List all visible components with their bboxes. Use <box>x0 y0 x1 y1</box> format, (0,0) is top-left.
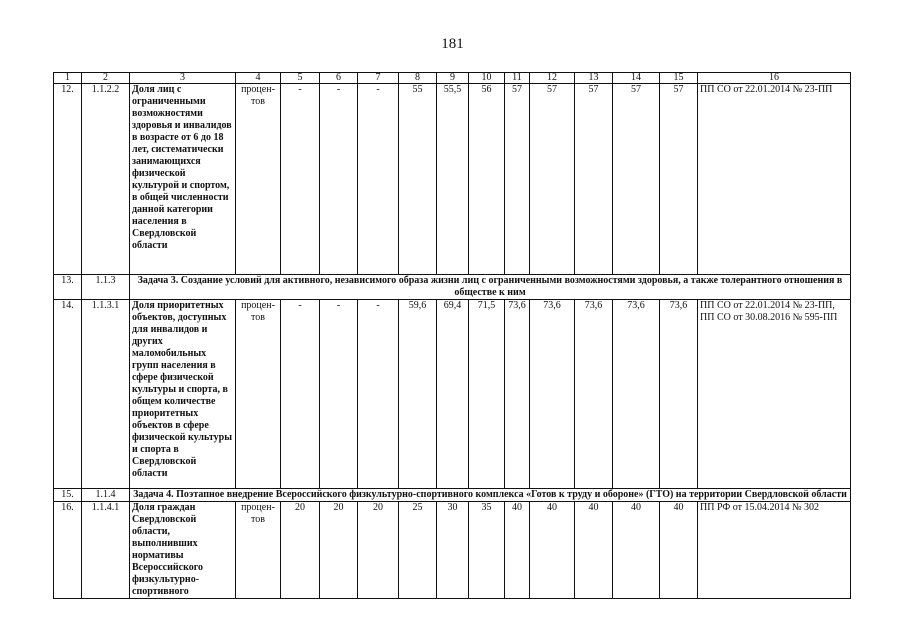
indicator-value: 69,4 <box>437 300 469 489</box>
row-number: 13. <box>54 275 82 300</box>
indicator-value: 30 <box>437 502 469 599</box>
unit-of-measure: процен-тов <box>236 84 281 275</box>
task-row <box>54 489 851 502</box>
column-header: 11 <box>505 73 530 84</box>
indicator-value: 57 <box>505 84 530 275</box>
indicator-value: 20 <box>358 502 399 599</box>
indicator-value: 57 <box>530 84 575 275</box>
column-header: 7 <box>358 73 399 84</box>
task-row <box>54 275 851 300</box>
indicator-value: - <box>281 84 320 275</box>
indicator-value: 40 <box>575 502 613 599</box>
task-title: Задача 4. Поэтапное внедрение Всероссийского физкультурно-спортивного комплекса «Готов к труду и обороне» (ГТО) на территории Свердловской области <box>130 489 851 502</box>
row-code: 1.1.3.1 <box>82 300 130 489</box>
indicator-value: 73,6 <box>613 300 660 489</box>
table-row <box>54 502 851 599</box>
column-header: 9 <box>437 73 469 84</box>
indicator-value: 20 <box>281 502 320 599</box>
column-header: 8 <box>399 73 437 84</box>
source-document: ПП СО от 22.01.2014 № 23-ПП <box>698 84 851 275</box>
indicator-value: 55,5 <box>437 84 469 275</box>
row-code: 1.1.4.1 <box>82 502 130 599</box>
program-indicators-table <box>53 72 851 599</box>
task-title: Задача 3. Создание условий для активного, независимого образа жизни лиц с ограниченными возможностями здоровья, а также толерантного отношения в обществе к ним <box>130 275 851 300</box>
unit-of-measure: процен-тов <box>236 502 281 599</box>
indicator-value: 57 <box>613 84 660 275</box>
indicator-value: 35 <box>469 502 505 599</box>
indicator-value: 25 <box>399 502 437 599</box>
column-header: 16 <box>698 73 851 84</box>
source-document: ПП РФ от 15.04.2014 № 302 <box>698 502 851 599</box>
row-number: 14. <box>54 300 82 489</box>
column-number-header-row <box>54 73 851 84</box>
indicator-name: Доля лиц с ограниченными возможностями здоровья и инвалидов в возрасте от 6 до 18 лет, систематически занимающихся физической культурой и спортом, в общей численности данной категории населения в Свердловской области <box>130 84 236 275</box>
column-header: 5 <box>281 73 320 84</box>
column-header: 13 <box>575 73 613 84</box>
indicator-value: 57 <box>575 84 613 275</box>
indicator-value: 40 <box>613 502 660 599</box>
indicator-value: 40 <box>530 502 575 599</box>
row-number: 15. <box>54 489 82 502</box>
indicator-value: - <box>358 84 399 275</box>
column-header: 6 <box>320 73 358 84</box>
indicator-value: - <box>281 300 320 489</box>
row-code: 1.1.3 <box>82 275 130 300</box>
column-header: 3 <box>130 73 236 84</box>
indicator-value: - <box>358 300 399 489</box>
table-row <box>54 300 851 489</box>
page-number: 181 <box>441 36 464 52</box>
indicator-value: 40 <box>505 502 530 599</box>
column-header: 12 <box>530 73 575 84</box>
column-header: 1 <box>54 73 82 84</box>
indicator-value: - <box>320 84 358 275</box>
indicator-value: 57 <box>660 84 698 275</box>
column-header: 15 <box>660 73 698 84</box>
indicator-value: 56 <box>469 84 505 275</box>
indicator-value: 55 <box>399 84 437 275</box>
indicator-value: 73,6 <box>575 300 613 489</box>
indicator-value: 73,6 <box>505 300 530 489</box>
source-document: ПП СО от 22.01.2014 № 23-ПП, ПП СО от 30.08.2016 № 595-ПП <box>698 300 851 489</box>
column-header: 4 <box>236 73 281 84</box>
row-number: 16. <box>54 502 82 599</box>
column-header: 2 <box>82 73 130 84</box>
column-header: 14 <box>613 73 660 84</box>
indicator-value: 59,6 <box>399 300 437 489</box>
indicator-value: 40 <box>660 502 698 599</box>
table-row <box>54 84 851 275</box>
row-code: 1.1.2.2 <box>82 84 130 275</box>
unit-of-measure: процен-тов <box>236 300 281 489</box>
indicator-name: Доля граждан Свердловской области, выполнивших нормативы Всероссийского физкультурно-спортивного <box>130 502 236 599</box>
indicator-value: 71,5 <box>469 300 505 489</box>
indicator-value: 20 <box>320 502 358 599</box>
indicator-value: 73,6 <box>660 300 698 489</box>
indicator-value: - <box>320 300 358 489</box>
indicator-name: Доля приоритетных объектов, доступных для инвалидов и других маломобильных групп населения в сфере физической культуры и спорта, в общем количестве приоритетных объектов в сфере физической культуры и спорта в Свердловской области <box>130 300 236 489</box>
row-code: 1.1.4 <box>82 489 130 502</box>
indicator-value: 73,6 <box>530 300 575 489</box>
column-header: 10 <box>469 73 505 84</box>
row-number: 12. <box>54 84 82 275</box>
